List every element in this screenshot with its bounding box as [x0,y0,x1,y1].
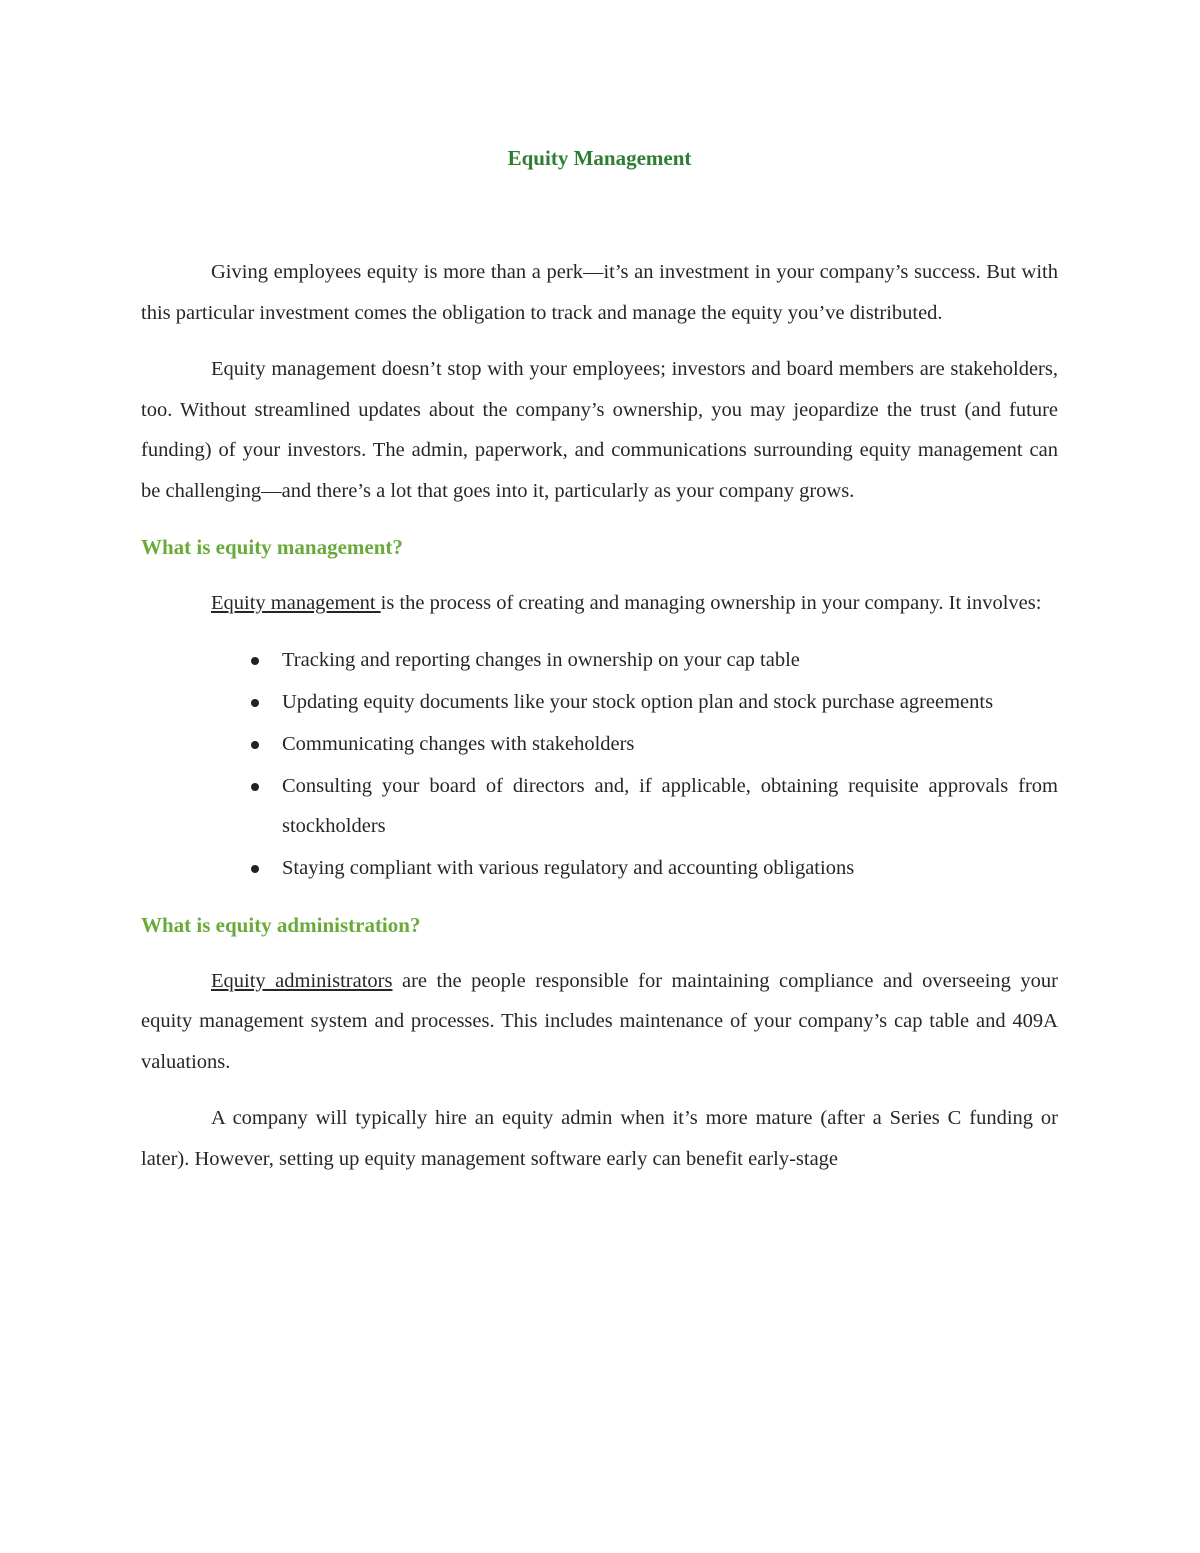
heading-what-is-equity-administration: What is equity administration? [141,912,421,937]
paragraph-administrators-text: are the people responsible for maintaining compliance and overseeing your equity management system and processes. This includes maintenance of your company’s cap table and 409A valuations. [141,969,1058,1073]
paragraph-stakeholders: Equity management doesn’t stop with your employees; investors and board members are stakeholders, too. Without streamlined updates about the company’s ownership, you may jeopardize the trust (and future funding) of your investors. The admin, paperwork, and communications surrounding equity management can be challenging—and there’s a lot that goes into it, particularly as your company grows. [141,358,1058,502]
list-item-text: Consulting your board of directors and, if applicable, obtaining requisite approvals from stockholders [282,774,1058,837]
list-item [141,682,1058,723]
list-item-text: Updating equity documents like your stock option plan and stock purchase agreements [282,690,994,713]
list-item [141,724,1058,765]
paragraph-administrators [141,961,1058,1083]
paragraph-hiring: A company will typically hire an equity admin when it’s more mature (after a Series C funding or later). However, setting up equity management software early can benefit early-stage [141,1107,1058,1170]
equity-management-link[interactable]: Equity management [211,592,381,614]
document-content [141,138,1058,1195]
equity-administrators-link[interactable]: Equity administrators [211,969,393,992]
list-item [141,766,1058,847]
list-item [141,848,1058,889]
bullet-icon [251,783,259,791]
list-item [141,640,1058,681]
bullet-icon [251,741,259,749]
list-item-text: Communicating changes with stakeholders [282,732,635,755]
page-title: Equity Management [507,146,692,170]
heading-what-is-equity-management: What is equity management? [141,535,403,559]
paragraph-intro: Giving employees equity is more than a perk—it’s an investment in your company’s success. But with this particular investment comes the obligation to track and manage the equity you’ve distributed. [141,261,1058,324]
bullet-icon [251,657,259,665]
involves-list [141,640,1058,889]
paragraph-definition-text: is the process of creating and managing ownership in your company. It involves: [380,592,1042,614]
bullet-icon [251,865,259,873]
bullet-icon [251,699,259,707]
list-item-text: Staying compliant with various regulatory and accounting obligations [282,857,855,879]
list-item-text: Tracking and reporting changes in ownership on your cap table [282,648,800,671]
paragraph-definition [141,583,1058,624]
